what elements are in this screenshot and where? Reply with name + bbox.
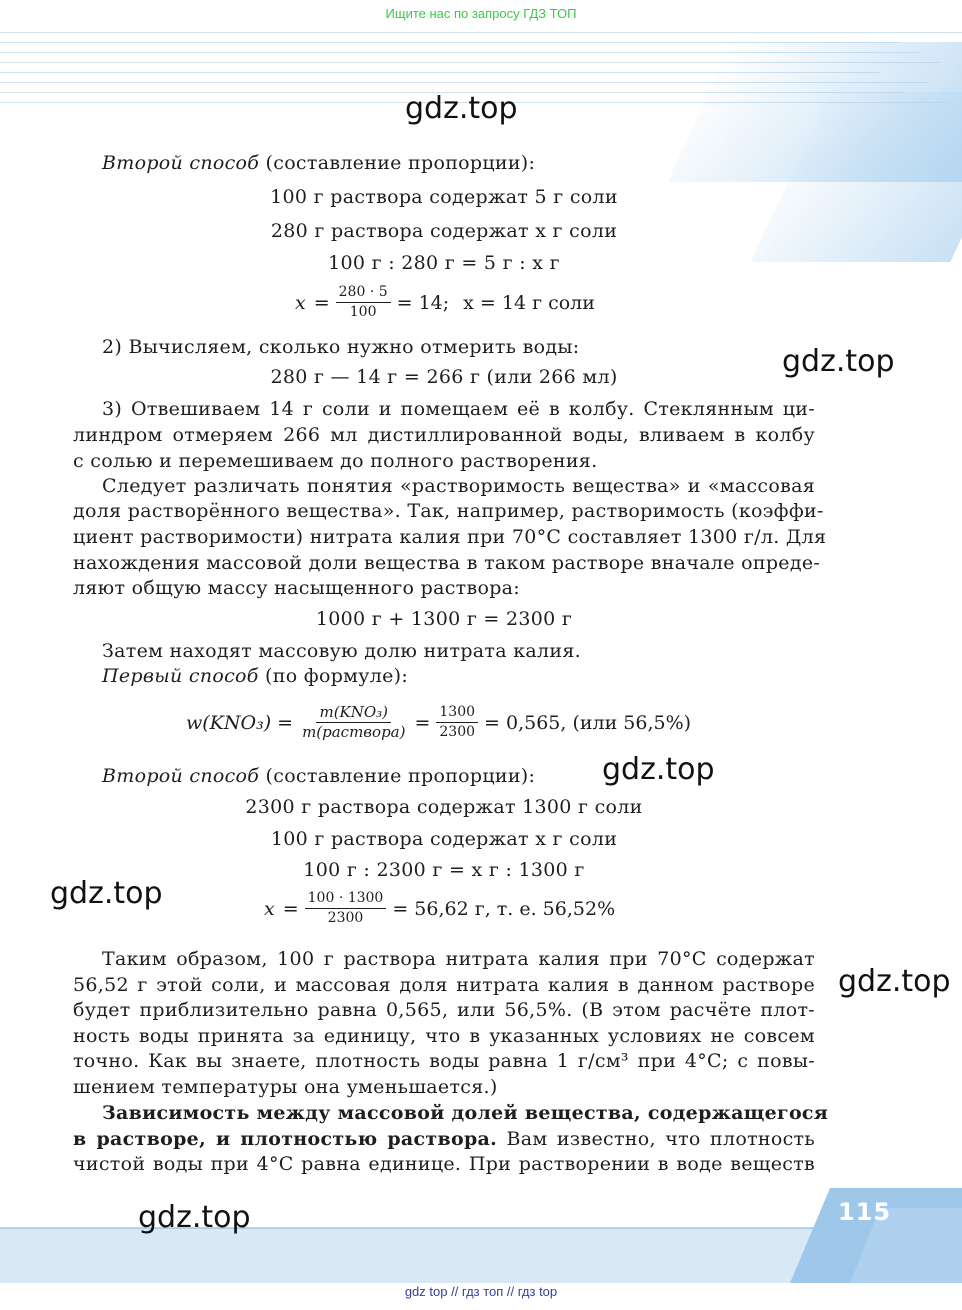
fraction-numerator: m(KNO₃)	[316, 704, 391, 723]
step-3-line: линдром отмеряем 266 мл дистиллированной воды, вливаем в колбу	[73, 424, 815, 446]
method-heading	[102, 764, 535, 789]
mass-calc: 1000 г + 1300 г = 2300 г	[315, 608, 573, 630]
fraction	[299, 704, 408, 741]
method-label: Первый способ	[102, 665, 259, 687]
watermark: gdz.top	[602, 752, 715, 787]
paragraph-line: будет приблизительно равна 0,565, или 56,5%. (В этом расчёте плот-	[73, 999, 815, 1021]
formula-x: x = $\frac{100 \cdot 1300}{2300}$ = 56,62 г, т. е. 56,52%	[264, 890, 616, 926]
proportion-line: 280 г раствора содержат x г соли	[270, 220, 618, 242]
proportion-line: 100 г раствора содержат x г соли	[270, 828, 618, 850]
fraction-denominator: 2300	[327, 910, 364, 926]
watermark: gdz.top	[838, 964, 951, 999]
formula-var: x	[264, 897, 275, 920]
fraction-numerator: 1300	[436, 704, 478, 723]
top-search-hint[interactable]: Ищите нас по запросу ГДЗ ТОП	[385, 6, 577, 21]
method-desc: (составление пропорции):	[259, 765, 536, 787]
method-heading	[102, 664, 408, 689]
formula-lhs: w(KNO₃) =	[186, 711, 294, 734]
paragraph-text: Вам известно, что плотность	[497, 1128, 816, 1150]
paragraph-line: чистой воды при 4°C равна единице. При растворении в воде веществ	[73, 1153, 815, 1175]
footer-links[interactable]: gdz top // гдз топ // гдз top	[404, 1284, 558, 1299]
page-number: 115	[838, 1198, 892, 1226]
watermark: gdz.top	[50, 876, 163, 911]
fraction	[336, 284, 391, 321]
method-desc: (составление пропорции):	[259, 152, 536, 174]
method-label: Второй способ	[102, 152, 260, 174]
fraction-numerator: 100 · 1300	[305, 890, 387, 909]
paragraph-line: Таким образом, 100 г раствора нитрата калия при 70°C содержат	[102, 948, 815, 970]
bold-heading: в растворе, и плотностью раствора.	[73, 1128, 498, 1150]
formula-var: x	[295, 291, 306, 314]
paragraph-line: нахождения массовой доли вещества в таком растворе вначале опреде-	[73, 552, 821, 574]
paragraph-line: 56,52 г этой соли, и массовая доля нитрата калия в данном растворе	[73, 974, 815, 996]
method-label: Второй способ	[102, 765, 260, 787]
method-desc: (по формуле):	[258, 665, 409, 687]
watermark: gdz.top	[782, 344, 895, 379]
proportion-line: 2300 г раствора содержат 1300 г соли	[245, 796, 643, 818]
fraction	[436, 704, 478, 741]
step-2: 2) Вычисляем, сколько нужно отмерить воды:	[102, 336, 580, 358]
paragraph-line: ляют общую массу насыщенного раствора:	[73, 577, 520, 599]
fraction-numerator: 280 · 5	[336, 284, 391, 303]
formula-x: x = $\frac{280 \cdot 5}{100}$ = 14; x = 14 г соли	[295, 284, 595, 320]
formula-mass-fraction: w(KNO₃) = $\frac{\text{m(KNO₃)}}{\text{m(раствора)}}$ = $\frac{1300}{2300}$ = 0,565, (или 56,5%)	[186, 703, 692, 741]
paragraph-line: циент растворимости) нитрата калия при 70°C составляет 1300 г/л. Для	[73, 526, 827, 548]
step-3-line: с солью и перемешиваем до полного растворения.	[73, 450, 598, 472]
paragraph-line: доля растворённого вещества». Так, например, растворимость (коэффи-	[73, 500, 824, 522]
paragraph-line: шением температуры она уменьшается.)	[73, 1076, 498, 1098]
proportion-line: 100 г : 280 г = 5 г : x г	[328, 252, 560, 274]
bold-heading: Зависимость между массовой долей вещества, содержащегося	[102, 1102, 829, 1124]
formula-tail: x = 14 г соли	[463, 291, 595, 314]
watermark: gdz.top	[138, 1200, 251, 1235]
formula-result: = 56,62 г, т. е. 56,52%	[392, 897, 616, 920]
fraction	[305, 890, 387, 927]
step-2-calc: 280 г — 14 г = 266 г (или 266 мл)	[270, 366, 618, 388]
paragraph-line	[73, 1127, 815, 1152]
step-3-line: 3) Отвешиваем 14 г соли и помещаем её в колбу. Стеклянным ци-	[102, 398, 815, 420]
paragraph-line: Следует различать понятия «растворимость вещества» и «массовая	[102, 475, 815, 497]
formula-result: = 14;	[396, 291, 450, 314]
proportion-line: 100 г : 2300 г = x г : 1300 г	[303, 859, 585, 881]
fraction-denominator: m(раствора)	[302, 723, 406, 741]
formula-result: = 0,565, (или 56,5%)	[484, 711, 692, 734]
paragraph-line: точно. Как вы знаете, плотность воды равна 1 г/см³ при 4°C; с повы-	[73, 1050, 815, 1072]
fraction-denominator: 100	[349, 304, 377, 320]
paragraph-line: ность воды принята за единицу, что в указанных условиях не совсем	[73, 1025, 815, 1047]
fraction-denominator: 2300	[439, 724, 476, 740]
method-heading	[102, 151, 535, 176]
then-line: Затем находят массовую долю нитрата калия.	[102, 640, 581, 662]
watermark: gdz.top	[405, 91, 518, 126]
proportion-line: 100 г раствора содержат 5 г соли	[270, 186, 618, 208]
